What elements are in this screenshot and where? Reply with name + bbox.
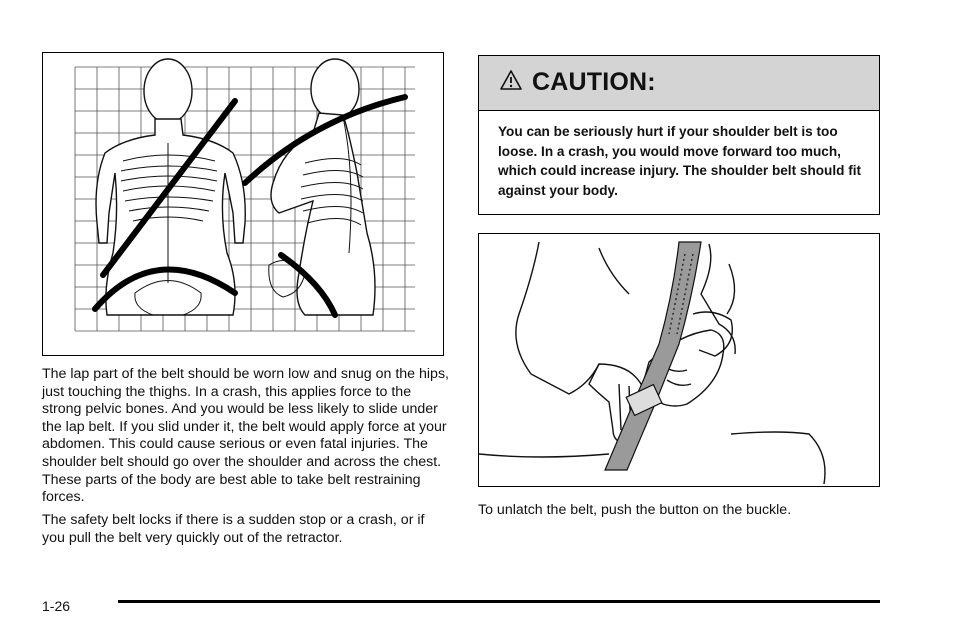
skeleton-drawing [43,53,443,355]
caution-title: CAUTION: [532,68,656,96]
warning-triangle-icon [500,70,522,90]
unlatch-caption: To unlatch the belt, push the button on the buckle. [478,502,792,518]
hands-buckle-drawing [479,234,879,486]
unlatch-belt-illustration [478,233,880,487]
footer-rule [118,600,880,603]
belt-locks-paragraph: The safety belt locks if there is a sudden stop or a crash, or if you pull the belt very quickly out of the retractor. [42,512,425,546]
page-number: 1-26 [42,598,71,614]
lap-belt-paragraph: The lap part of the belt should be worn low and snug on the hips, just touching the thighs. In a crash, this applies force to the strong pelvic bones. And you would be less likely to slide under the lap belt. If you slid under it, the belt would apply force at your abdomen. This could cause serious or even fatal injuries. The shoulder belt should go over the shoulder and across the chest. These parts of the body are best able to take belt restraining forces. [42,366,449,506]
caution-text: You can be seriously hurt if your shoulder belt is too loose. In a crash, you would move forward too much, which could increase injury. The shoulder belt should fit against your body. [498,124,862,198]
skeleton-belt-illustration [42,52,444,356]
caution-box [478,55,880,215]
caution-header [479,56,879,111]
